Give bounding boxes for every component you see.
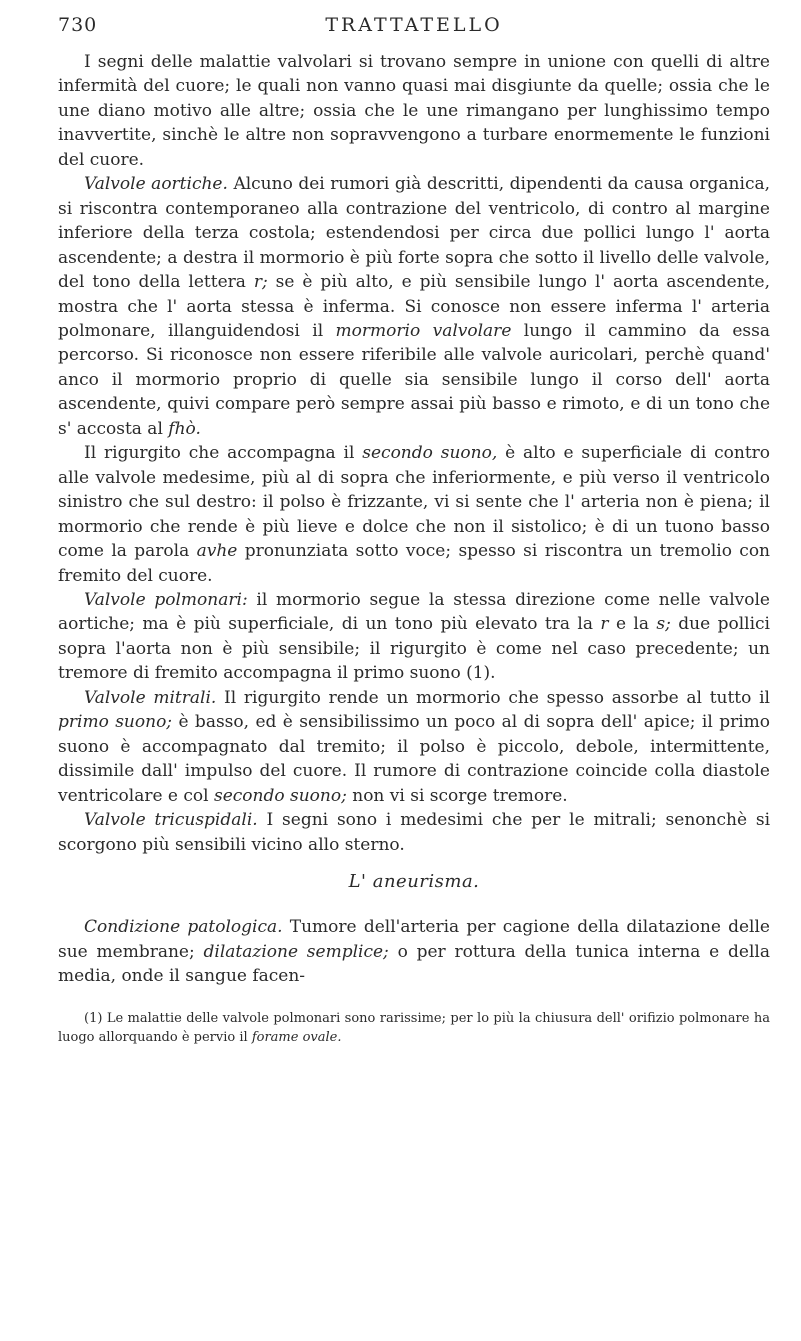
book-page: [58, 14, 770, 1047]
subheading-pulmonary-valves: Valvole polmonari:: [84, 589, 248, 610]
paragraph-pulmonary-valves: Valvole polmonari: il mormorio segue la stessa direzione come nelle valvole aortiche; ma è più superficiale, di un tono più elevato tra la r e la s; due pollici sopra l'aorta non è più sensibile; il rigurgito è come nel caso precedente; un tremore di fremito accompagna il primo suono (1).: [58, 589, 770, 684]
subheading-aortic-valves: Valvole aortiche.: [84, 174, 228, 195]
paragraph-tricuspid-valves: Valvole tricuspidali. I segni sono i medesimi che per le mitrali; senonchè si scorgono più sensibili vicino allo sterno.: [58, 810, 771, 855]
running-header: [58, 14, 770, 50]
paragraph-valvular-signs: I segni delle malattie valvolari si trovano sempre in unione con quelli di altre infermità del cuore; le quali non vanno quasi mai disgiunte da quelle; ossia che le une diano motivo alle altre; ossia che le une rimangano per lunghissimo tempo inavvertite, sinchè le altre non sopravvengono a turbare enormemente le funzioni del cuore.: [58, 52, 770, 170]
section-heading-aneurysm: L' aneurisma.: [348, 870, 480, 892]
page-number: 730: [58, 14, 98, 36]
paragraph-pathology: Condizione patologica. Tumore dell'arteria per cagione della dilatazione delle sue membrane; dilatazione semplice; o per rottura della tunica interna e della media, onde il sangue facen-: [58, 917, 770, 987]
subheading-mitral-valves: Valvole mitrali.: [84, 687, 217, 708]
paragraph-regurgitation: Il rigurgito che accompagna il secondo suono, è alto e superficiale di contro alle valvole medesime, più al di sopra che inferiormente, e più verso il ventricolo sinistro che sul destro: il polso è frizzante, vi si sente che l' arteria non è piena; il mormorio che rende è più lieve e dolce che non il sistolico; è di un tuono basso come la parola avhe pronunziata sotto voce; spesso si riscontra un tremolio con fremito del cuore.: [58, 443, 771, 586]
paragraph-mitral-valves: Valvole mitrali. Il rigurgito rende un mormorio che spesso assorbe al tutto il primo suono; è basso, ed è sensibilissimo un poco al di sopra dell' apice; il primo suono è accompagnato dal tremito; il polso è piccolo, debole, intermittente, dissimile dall' impulso del cuore. Il rumore di contrazione coincide colla diastole ventricolare e col secondo suono; non vi si scorge tremore.: [58, 687, 771, 806]
footnote: (1) Le malattie delle valvole polmonari sono rarissime; per lo più la chiusura dell' orifizio polmonare ha luogo allorquando è pervio il forame ovale.: [58, 1010, 770, 1045]
paragraph-aortic-valves: Valvole aortiche. Alcuno dei rumori già descritti, dipendenti da causa organica, si riscontra contemporaneo alla contrazione del ventricolo, di contro al margine inferiore della terza costola; estendendosi per circa due pollici lungo l' aorta ascendente; a destra il mormorio è più forte sopra che sotto il livello delle valvole, del tono della lettera r; se è più alto, e più sensibile lungo l' aorta ascendente, mostra che l' aorta stessa è inferma. Si conosce non essere inferma l' arteria polmonare, illanguidendosi il mormorio valvolare lungo il cammino da essa percorso. Si riconosce non essere riferibile alle valvole auricolari, perchè quand' anco il mormorio proprio di quelle sia sensibile lungo il corso dell' aorta ascendente, quivi compare però sempre assai più basso e rimoto, e di un tono che s' accosta al fhò.: [58, 174, 771, 439]
subheading-tricuspid-valves: Valvole tricuspidali.: [84, 810, 258, 831]
subheading-pathology: Condizione patologica.: [84, 917, 283, 938]
running-title: TRATTATELLO: [325, 14, 503, 36]
main-text: [58, 50, 770, 989]
